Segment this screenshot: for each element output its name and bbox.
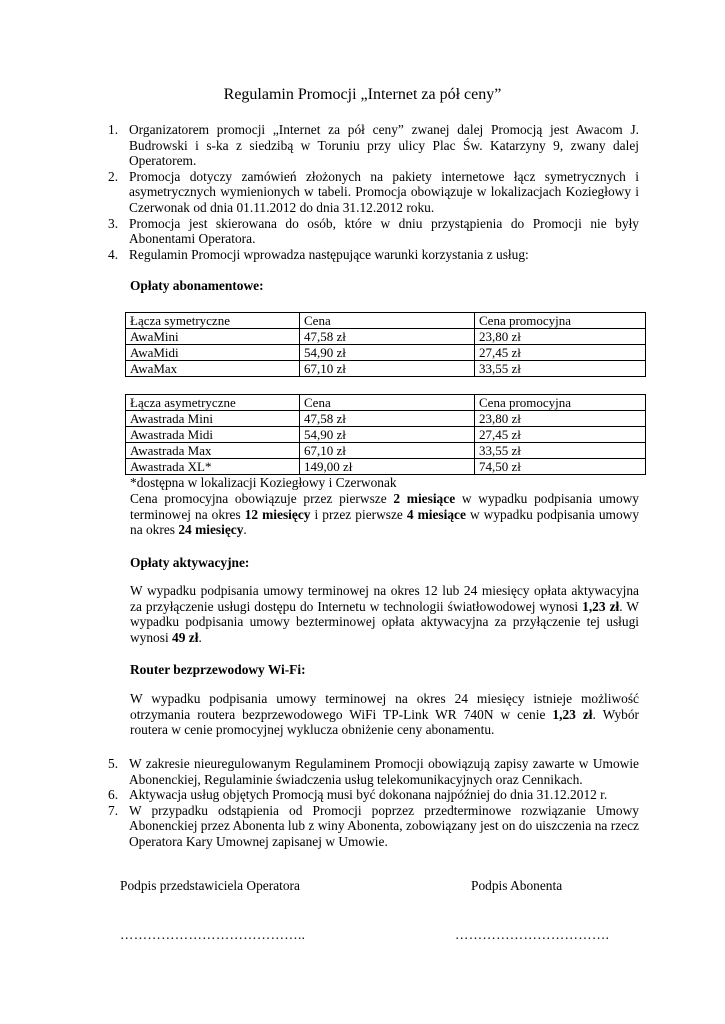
emphasized-text: 1,23 zł	[552, 706, 593, 722]
list-item-number: 3.	[108, 215, 119, 231]
table-cell: 74,50 zł	[475, 459, 646, 475]
paragraph-text: i przez pierwsze	[310, 506, 407, 522]
list-item	[108, 216, 639, 247]
table-header-cell: Cena	[300, 313, 475, 329]
subscription-fees-heading: Opłaty abonamentowe:	[130, 278, 264, 293]
paragraph-text: w wypadku podpisania umowy terminowej na okres	[130, 491, 640, 522]
activation-fees-paragraph	[130, 583, 639, 645]
document-title: Regulamin Promocji „Internet za pół ceny”	[223, 86, 502, 103]
paragraph-text: Cena promocyjna obowiązuje przez pierwsze	[130, 491, 394, 506]
paragraph-text: .	[198, 629, 202, 645]
table-cell: AwaMidi	[126, 345, 300, 361]
list-item-number: 5.	[108, 756, 119, 771]
table-header-cell: Cena	[300, 395, 475, 411]
table-row	[126, 345, 646, 361]
table-cell: Awastrada Mini	[126, 411, 300, 427]
table-header-cell: Łącza asymetryczne	[126, 395, 300, 411]
emphasized-text: 12 miesięcy	[244, 506, 311, 522]
emphasized-text: 4 miesiące	[406, 506, 466, 522]
list-item-number: 1.	[108, 122, 119, 137]
list-item-number: 2.	[108, 168, 119, 184]
list-item-number: 6.	[108, 787, 119, 803]
operator-signature-line: …………………………………..	[120, 927, 306, 942]
list-item-text: W zakresie nieuregulowanym Regulaminem Promocji obowiązują zapisy zawarte w Umowie Abonenckiej, Regulaminie świadczenia usług telekomunikacyjnych oraz Cennikach.	[129, 756, 639, 787]
list-item-text: Promocja dotyczy zamówień złożonych na pakiety internetowe łącz symetrycznych i asymetrycznych wymienionych w tabeli. Promocja obowiązuje w lokalizacjach Koziegłowy i Czerwonak od dnia 01.11.2012 do dnia 31.12.2012 roku.	[129, 168, 639, 215]
paragraph-text: .	[243, 522, 247, 538]
table-cell: 23,80 zł	[475, 411, 646, 427]
table-cell: 27,45 zł	[475, 427, 646, 443]
symmetric-price-table	[125, 312, 646, 377]
table-cell: 33,55 zł	[475, 361, 646, 377]
table-row	[126, 411, 646, 427]
emphasized-text: 2 miesiące	[393, 491, 456, 506]
list-item-text: W przypadku odstąpienia od Promocji poprzez przedterminowe rozwiązanie Umowy Abonenckiej przez Abonenta lub z winy Abonenta, zobowiązany jest on do uiszczenia na rzecz Operatora Kary Umownej zapisanej w Umowie.	[129, 802, 639, 849]
table-cell: Awastrada Midi	[126, 427, 300, 443]
router-heading: Router bezprzewodowy Wi-Fi:	[130, 662, 306, 677]
paragraph-text: . Wybór routera w cenie promocyjnej wyklucza obniżenie ceny abonamentu.	[130, 706, 639, 738]
table-cell: 149,00 zł	[300, 459, 475, 475]
table-cell: 27,45 zł	[475, 345, 646, 361]
list-item-number: 7.	[108, 802, 119, 818]
subscriber-signature-label: Podpis Abonenta	[471, 878, 563, 893]
list-item	[108, 803, 639, 850]
paragraph-text: . W wypadku podpisania umowy bezterminowej opłata aktywacyjna za przyłączenie tej usługi wynosi	[130, 598, 639, 645]
table-cell: 67,10 zł	[300, 443, 475, 459]
paragraph-text: W wypadku podpisania umowy terminowej na okres 12 lub 24 miesięcy opłata aktywacyjna za przyłączenie usługi dostępu do Internetu w technologii światłowodowej wynosi	[130, 583, 639, 614]
asymmetric-price-table	[125, 394, 646, 475]
operator-signature-label: Podpis przedstawiciela Operatora	[120, 878, 300, 893]
list-item	[108, 756, 639, 787]
promo-price-paragraph	[130, 491, 639, 538]
table-row	[126, 427, 646, 443]
list-item	[108, 247, 639, 263]
list-item-text: Promocja jest skierowana do osób, które w dniu przystąpienia do Promocji nie były Abonentami Operatora.	[129, 215, 639, 247]
table-cell: 23,80 zł	[475, 329, 646, 345]
availability-note: *dostępna w lokalizacji Koziegłowy i Czerwonak	[130, 475, 397, 490]
list-item-text: Organizatorem promocji „Internet za pół ceny” zwanej dalej Promocją jest Awacom J. Budrowski i s-ka z siedzibą w Toruniu przy ulicy Plac Św. Katarzyny 9, zwany dalej Operatorem.	[129, 122, 639, 169]
table-cell: 67,10 zł	[300, 361, 475, 377]
emphasized-text: 24 miesięcy	[178, 522, 244, 538]
emphasized-text: 1,23 zł	[582, 598, 620, 614]
table-row	[126, 329, 646, 345]
list-item	[108, 169, 639, 216]
paragraph-text: W wypadku podpisania umowy terminowej na okres 24 miesięcy istnieje możliwość otrzymania routera bezprzewodowego WiFi TP-Link WR 740N w cenie	[130, 691, 639, 722]
subscriber-signature-line: …………………………….	[455, 927, 610, 942]
table-cell: 54,90 zł	[300, 427, 475, 443]
list-item-text: Aktywacja usług objętych Promocją musi być dokonana najpóźniej do dnia 31.12.2012 r.	[129, 787, 608, 803]
terms-list-part-2	[108, 756, 639, 850]
table-row	[126, 361, 646, 377]
list-item	[108, 122, 639, 169]
table-row	[126, 459, 646, 475]
emphasized-text: 49 zł	[172, 629, 199, 645]
activation-fees-heading: Opłaty aktywacyjne:	[130, 555, 250, 570]
table-cell: AwaMini	[126, 329, 300, 345]
table-cell: Awastrada Max	[126, 443, 300, 459]
table-cell: AwaMax	[126, 361, 300, 377]
table-cell: 47,58 zł	[300, 329, 475, 345]
list-item-number: 4.	[108, 246, 119, 262]
table-header-cell: Cena promocyjna	[475, 395, 646, 411]
table-header-row	[126, 313, 646, 329]
table-header-cell: Cena promocyjna	[475, 313, 646, 329]
table-cell: Awastrada XL*	[126, 459, 300, 475]
paragraph-text: w wypadku podpisania umowy na okres	[130, 506, 640, 538]
table-header-row	[126, 395, 646, 411]
table-cell: 47,58 zł	[300, 411, 475, 427]
table-cell: 33,55 zł	[475, 443, 646, 459]
list-item-text: Regulamin Promocji wprowadza następujące warunki korzystania z usług:	[129, 246, 529, 262]
terms-list-part-1	[108, 122, 639, 262]
list-item	[108, 787, 639, 803]
router-paragraph	[130, 691, 639, 738]
table-row	[126, 443, 646, 459]
table-cell: 54,90 zł	[300, 345, 475, 361]
table-header-cell: Łącza symetryczne	[126, 313, 300, 329]
